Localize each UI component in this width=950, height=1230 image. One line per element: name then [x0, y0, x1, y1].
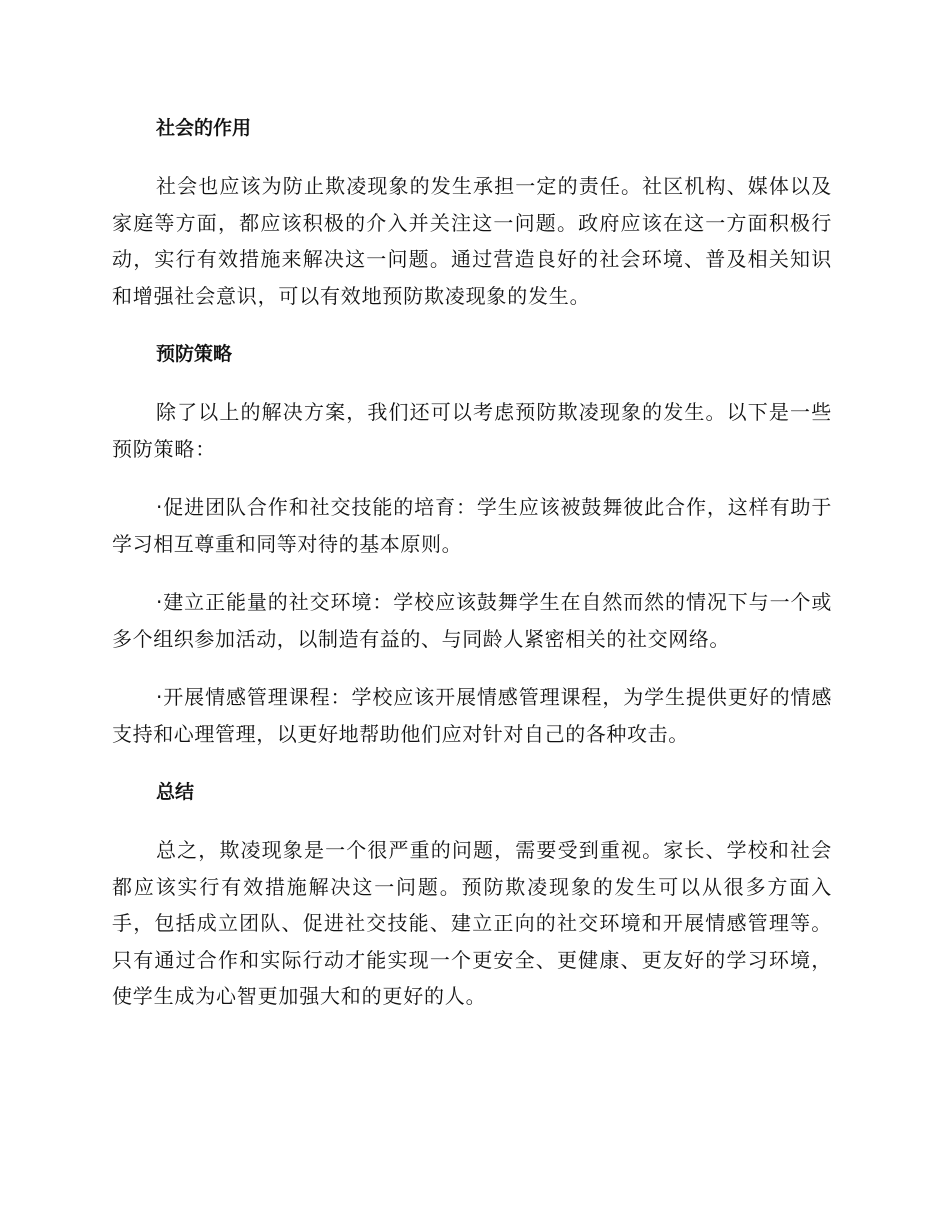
prevention-bullet-item	[112, 489, 832, 562]
bullet-dot: ·	[156, 495, 163, 519]
prevention-intro-paragraph: 除了以上的解决方案，我们还可以考虑预防欺凌现象的发生。以下是一些预防策略：	[112, 400, 832, 461]
section-heading-society: 社会的作用	[156, 117, 252, 139]
bullet-dot: ·	[156, 685, 163, 709]
bullet-text: 建立正能量的社交环境：学校应该鼓舞学生在自然而然的情况下与一个或多个组织参加活动，以制造有益的、与同龄人紧密相关的社交网络。	[112, 590, 832, 651]
section-heading-summary: 总结	[156, 781, 195, 803]
bullet-text: 开展情感管理课程：学校应该开展情感管理课程，为学生提供更好的情感支持和心理管理，以更好地帮助他们应对针对自己的各种攻击。	[112, 685, 832, 746]
document-page	[112, 110, 832, 1037]
bullet-text: 促进团队合作和社交技能的培育：学生应该被鼓舞彼此合作，这样有助于学习相互尊重和同等对待的基本原则。	[112, 495, 832, 556]
section-heading-prevention: 预防策略	[156, 343, 233, 365]
summary-paragraph: 总之，欺凌现象是一个很严重的问题，需要受到重视。家长、学校和社会都应该实行有效措施解决这一问题。预防欺凌现象的发生可以从很多方面入手，包括成立团队、促进社交技能、建立正向的社交环境和开展情感管理等。只有通过合作和实际行动才能实现一个更安全、更健康、更友好的学习环境，使学生成为心智更加强大和的更好的人。	[112, 838, 832, 1008]
society-paragraph: 社会也应该为防止欺凌现象的发生承担一定的责任。社区机构、媒体以及家庭等方面，都应该积极的介入并关注这一问题。政府应该在这一方面积极行动，实行有效措施来解决这一问题。通过营造良好的社会环境、普及相关知识和增强社会意识，可以有效地预防欺凌现象的发生。	[112, 174, 832, 308]
prevention-bullet-item	[112, 584, 832, 657]
prevention-bullet-item	[112, 679, 832, 752]
bullet-dot: ·	[156, 590, 163, 614]
